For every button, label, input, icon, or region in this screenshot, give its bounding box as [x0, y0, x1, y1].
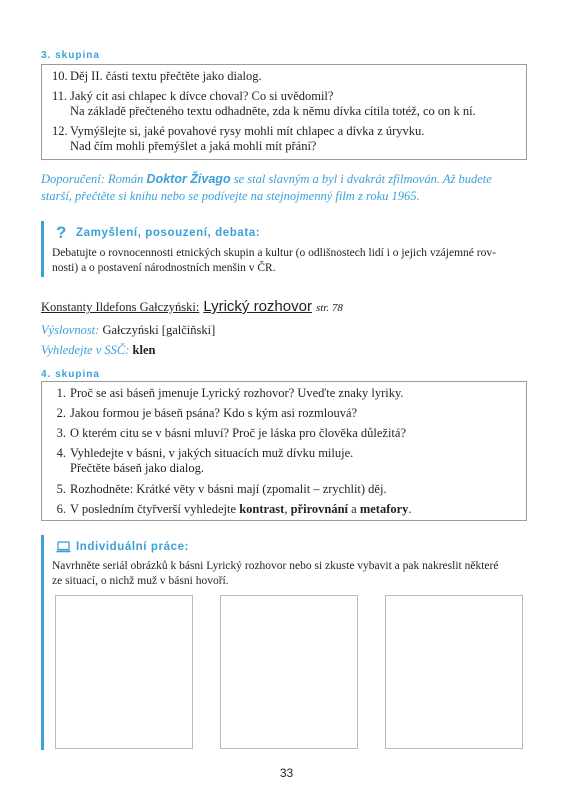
group-4-box [41, 381, 527, 521]
poem-heading [41, 298, 343, 316]
recommendation-text: se stal slavným a byl i dvakrát zfilmován. Až budete [230, 172, 492, 186]
recommendation-text-2: starší, přečtěte si knihu nebo se podívejte na stejnojmenný film z roku 1965. [41, 189, 420, 203]
debate-line-1: Debatujte o rovnocennosti etnických skupin a kultur (o odlišnostech lidí i o jejich vzájemné rov- [52, 247, 496, 259]
individual-heading [56, 537, 189, 557]
lookup [41, 343, 155, 358]
question-number: 12. [52, 124, 68, 138]
question-continuation: Nad čím mohli přemýšlet a jaká mohli mít přání? [70, 139, 317, 153]
debate-heading-text: Zamyšlení, posouzení, debata: [76, 227, 261, 239]
question-text: O kterém citu se v básni mluví? Proč je láska pro člověka důležitá? [70, 426, 406, 440]
question-text: Proč se asi báseň jmenuje Lyrický rozhovor? Uveďte znaky lyriky. [70, 386, 404, 400]
lookup-label: Vyhledejte v SSČ: [41, 343, 130, 357]
question-number: 1. [56, 386, 66, 400]
question-5 [52, 482, 387, 497]
poem-author: Konstanty Ildefons Gałczyński: [41, 300, 200, 314]
question-mark-icon: ? [56, 223, 67, 242]
question-text: Jakou formou je báseň psána? Kdo s kým asi rozmlouvá? [70, 406, 358, 420]
question-number: 6. [56, 502, 66, 516]
pronunciation-label: Výslovnost: [41, 323, 100, 337]
separator: , [284, 502, 291, 516]
drawing-frame-1[interactable] [55, 595, 193, 749]
recommendation [41, 171, 536, 205]
laptop-icon [56, 537, 76, 557]
question-text: Rozhodněte: Krátké věty v básni mají (zpomalit – zrychlit) děj. [70, 482, 387, 496]
term-prirovnani: přirovnání [290, 502, 349, 516]
question-number: 3. [56, 426, 66, 440]
drawing-frame-2[interactable] [220, 595, 358, 749]
group-4-title: 4. skupina [41, 369, 100, 380]
poem-title: Lyrický rozhovor [203, 298, 312, 315]
period: . [408, 502, 412, 516]
group-3-title: 3. skupina [41, 50, 100, 61]
question-text: Vymýšlejte si, jaké povahové rysy mohli mít chlapec a dívka z úryvku. [70, 124, 425, 138]
pronunciation [41, 323, 215, 338]
pronunciation-value: Gałczyński [galčiňski] [99, 323, 216, 337]
question-4 [52, 446, 353, 476]
question-2 [52, 406, 357, 421]
question-text: Děj II. části textu přečtěte jako dialog. [70, 69, 262, 83]
term-metafory: metafory [359, 502, 409, 516]
question-12 [52, 124, 424, 154]
question-number: 4. [56, 446, 66, 460]
question-text: Vyhledejte v básni, v jakých situacích muž dívku miluje. [70, 446, 354, 460]
drawing-frame-3[interactable] [385, 595, 523, 749]
group-3-box [41, 64, 527, 160]
question-text: Jaký cit asi chlapec k dívce choval? Co si uvědomil? [70, 89, 334, 103]
question-3 [52, 426, 406, 441]
debate-heading [56, 223, 260, 243]
page-number: 33 [279, 766, 294, 780]
question-number: 2. [56, 406, 66, 420]
question-number: 11. [52, 89, 68, 103]
page-reference: str. 78 [315, 302, 343, 314]
individual-line-2: ze situací, o nichž muž v básni hovoří. [52, 575, 229, 587]
question-continuation: Přečtěte báseň jako dialog. [70, 461, 204, 475]
individual-text [52, 559, 532, 589]
recommendation-prefix: Doporučení: Román [41, 172, 147, 186]
question-number: 10. [52, 69, 68, 83]
separator: a [348, 502, 360, 516]
question-continuation: Na základě přečteného textu odhadněte, zda k němu dívka cítila totéž, co on k ní. [70, 104, 476, 118]
individual-line-1: Navrhněte seriál obrázků k básni Lyrický rozhovor nebo si zkuste vybavit a pak nakreslit některé [52, 560, 499, 572]
question-number: 5. [56, 482, 66, 496]
question-10 [52, 69, 262, 84]
debate-line-2: nosti) a o postavení národnostních menšin v ČR. [52, 262, 276, 274]
question-6 [52, 502, 412, 517]
question-1 [52, 386, 404, 401]
book-title: Doktor Živago [146, 172, 231, 186]
debate-panel [41, 221, 531, 277]
question-text: V posledním čtyřverší vyhledejte [70, 502, 240, 516]
individual-heading-text: Individuální práce: [76, 541, 190, 553]
lookup-value: klen [132, 343, 156, 357]
debate-text [52, 246, 532, 276]
question-11 [52, 89, 476, 119]
term-kontrast: kontrast [239, 502, 285, 516]
